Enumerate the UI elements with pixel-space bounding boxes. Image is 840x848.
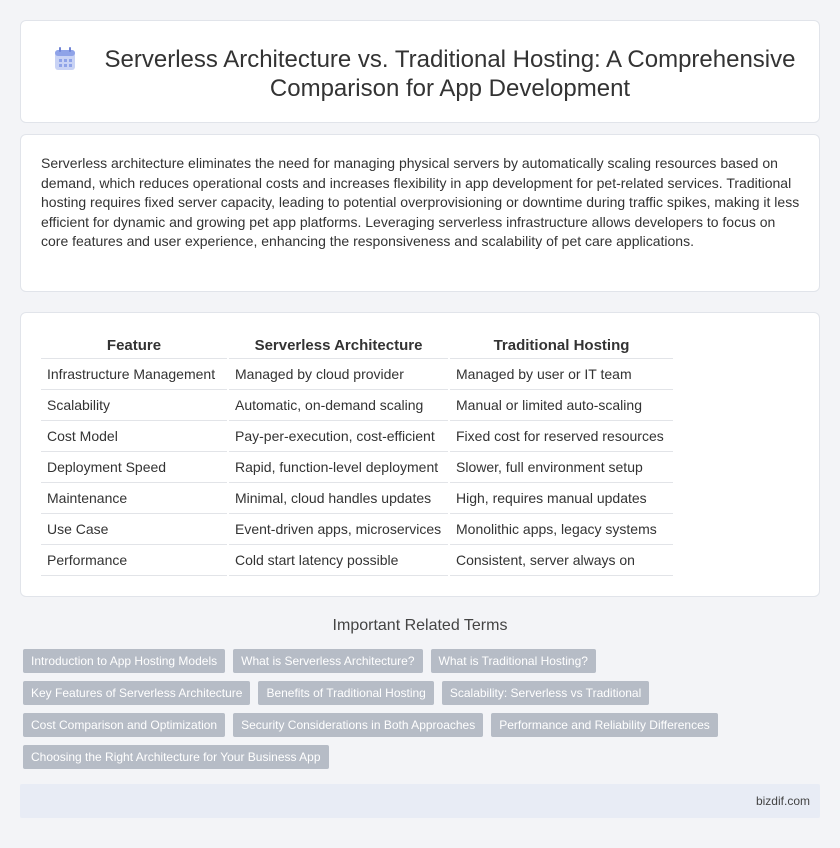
header-card [20,20,820,123]
column-header-traditional: Traditional Hosting [449,333,673,358]
tag-row [23,713,823,737]
table-cell: Maintenance [41,482,228,513]
tag-row [23,745,823,769]
column-header-serverless: Serverless Architecture [228,333,449,358]
table-row [41,482,673,513]
table-cell: Fixed cost for reserved resources [449,420,673,451]
table-cell: Deployment Speed [41,451,228,482]
intro-paragraph: Serverless architecture eliminates the need for managing physical servers by automatically scaling resources based on demand, which reduces operational costs and increases flexibility in app development for pet-related services. Traditional hosting requires fixed server capacity, leading to potential overprovisioning or downtime during traffic spikes, making it less efficient for dynamic and growing pet app platforms. Leveraging serverless infrastructure allows developers to focus on core features and user experience, enhancing the responsiveness and scalability of pet care applications. [41,155,800,249]
related-term-link[interactable]: Cost Comparison and Optimization [23,713,225,737]
related-term-link[interactable]: Key Features of Serverless Architecture [23,681,250,705]
table-cell: Monolithic apps, legacy systems [449,513,673,544]
table-cell: High, requires manual updates [449,482,673,513]
table-cell: Cold start latency possible [228,544,449,575]
table-cell: Manual or limited auto-scaling [449,389,673,420]
footer-bar [20,784,820,818]
tag-row [23,649,823,673]
related-terms-heading: Important Related Terms [332,617,508,634]
table-header-row [41,333,673,358]
related-term-link[interactable]: Performance and Reliability Differences [491,713,718,737]
table-cell: Cost Model [41,420,228,451]
table-row [41,420,673,451]
table-cell: Minimal, cloud handles updates [228,482,449,513]
table-cell: Automatic, on-demand scaling [228,389,449,420]
table-cell: Infrastructure Management [41,358,228,389]
table-row [41,358,673,389]
table-cell: Event-driven apps, microservices [228,513,449,544]
page-title: Serverless Architecture vs. Traditional Hosting: A Comprehensive Comparison for App Development [104,46,796,102]
tag-row [23,681,823,705]
related-term-link[interactable]: Introduction to App Hosting Models [23,649,225,673]
table-cell: Managed by cloud provider [228,358,449,389]
intro-card [20,134,820,292]
table-cell: Slower, full environment setup [449,451,673,482]
table-row [41,513,673,544]
table-row [41,544,673,575]
comparison-table [41,333,673,576]
calendar-icon [54,47,76,71]
related-term-link[interactable]: Scalability: Serverless vs Traditional [442,681,649,705]
comparison-card [20,312,820,597]
related-term-link[interactable]: Benefits of Traditional Hosting [258,681,433,705]
table-cell: Pay-per-execution, cost-efficient [228,420,449,451]
related-term-link[interactable]: Choosing the Right Architecture for Your Business App [23,745,329,769]
table-cell: Use Case [41,513,228,544]
table-cell: Scalability [41,389,228,420]
table-cell: Consistent, server always on [449,544,673,575]
table-cell: Managed by user or IT team [449,358,673,389]
table-cell: Rapid, function-level deployment [228,451,449,482]
related-term-link[interactable]: Security Considerations in Both Approaches [233,713,483,737]
table-row [41,389,673,420]
related-terms-list [23,649,823,777]
table-cell: Performance [41,544,228,575]
footer-brand-link[interactable]: bizdif.com [755,794,810,808]
column-header-feature: Feature [41,333,228,358]
related-term-link[interactable]: What is Traditional Hosting? [431,649,596,673]
related-term-link[interactable]: What is Serverless Architecture? [233,649,422,673]
table-row [41,451,673,482]
